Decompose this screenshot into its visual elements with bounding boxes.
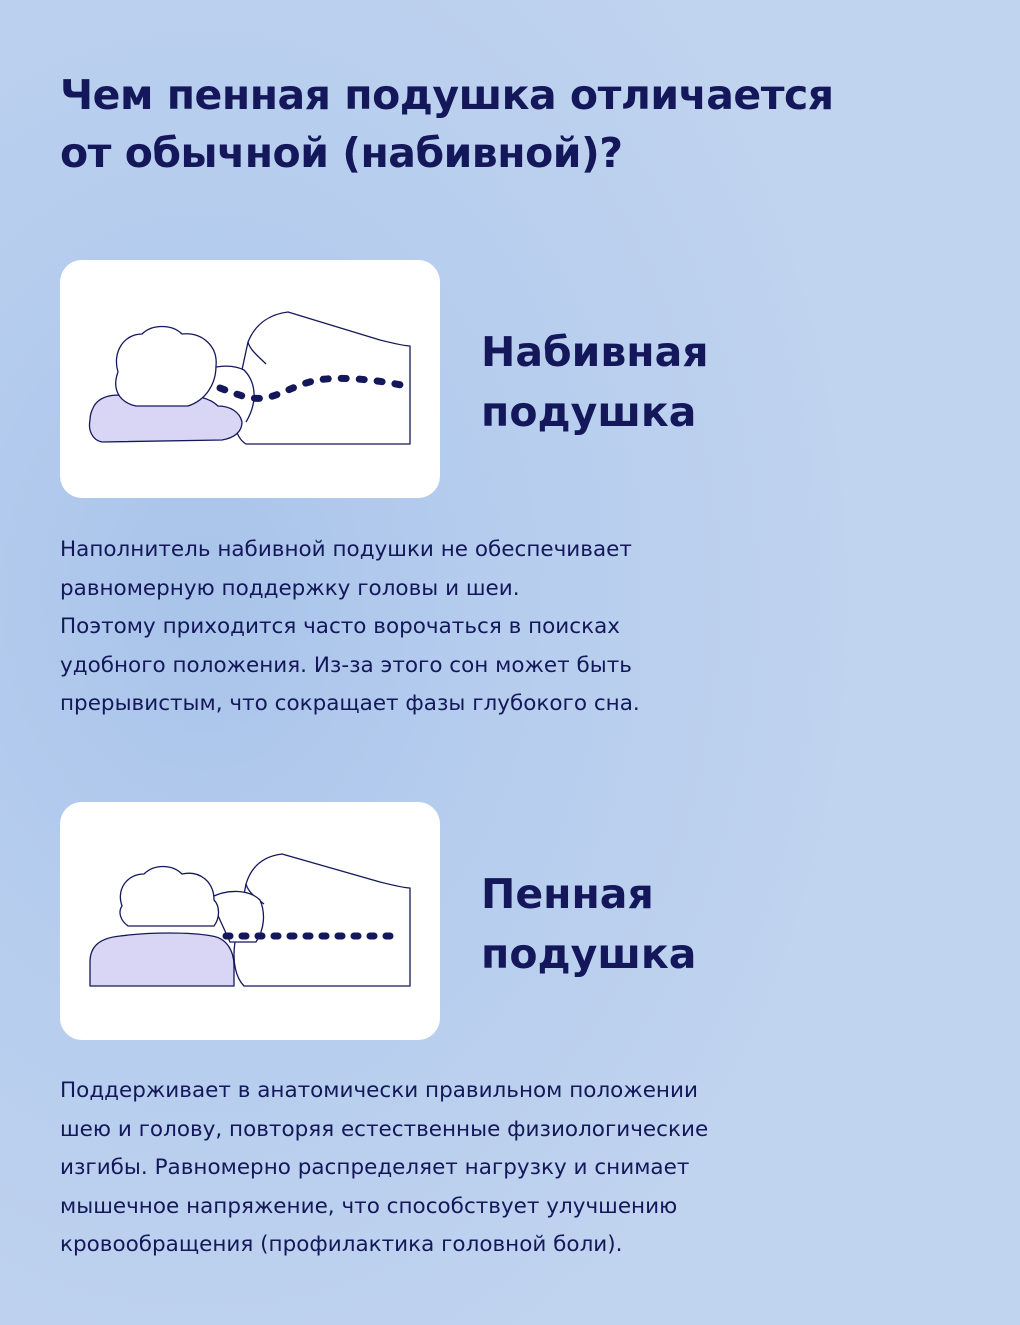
foam-pillow-label-line-1: Пенная xyxy=(481,870,654,918)
description-line: мышечное напряжение, что способствует улучшению xyxy=(60,1193,678,1219)
page-title-line-1: Чем пенная подушка отличается xyxy=(60,71,834,119)
foam-pillow-label xyxy=(481,864,696,984)
foam-pillow-label-line-2: подушка xyxy=(481,930,697,978)
description-line: Поддерживает в анатомически правильном положении xyxy=(60,1078,698,1103)
stuffed-pillow-label xyxy=(481,322,709,442)
description-line: изгибы. Равномерно распределяет нагрузку и снимает xyxy=(60,1155,690,1180)
description-line: Наполнитель набивной подушки не обеспечивает xyxy=(60,537,632,562)
description-line: шею и голову, повторяя естественные физиологические xyxy=(60,1116,709,1142)
stuffed-pillow-label-line-1: Набивная xyxy=(481,328,709,376)
foam-pillow-card xyxy=(60,802,440,1040)
stuffed-pillow-description xyxy=(60,531,960,724)
description-line: удобного положения. Из-за этого сон может быть xyxy=(60,652,632,678)
foam-pillow-description xyxy=(60,1072,960,1265)
description-line: Поэтому приходится часто ворочаться в поисках xyxy=(60,614,620,639)
foam-pillow-illustration-icon xyxy=(60,802,440,1040)
description-line: прерывистым, что сокращает фазы глубокого сна. xyxy=(60,691,640,716)
description-line: равномерную поддержку головы и шеи. xyxy=(60,575,520,601)
page-title-line-2: от обычной (набивной)? xyxy=(60,129,623,177)
stuffed-pillow-illustration-icon xyxy=(60,260,440,498)
stuffed-pillow-card xyxy=(60,260,440,498)
stuffed-pillow-label-line-2: подушка xyxy=(481,388,697,436)
page-title xyxy=(60,66,960,182)
description-line: кровообращения (профилактика головной боли). xyxy=(60,1232,623,1257)
